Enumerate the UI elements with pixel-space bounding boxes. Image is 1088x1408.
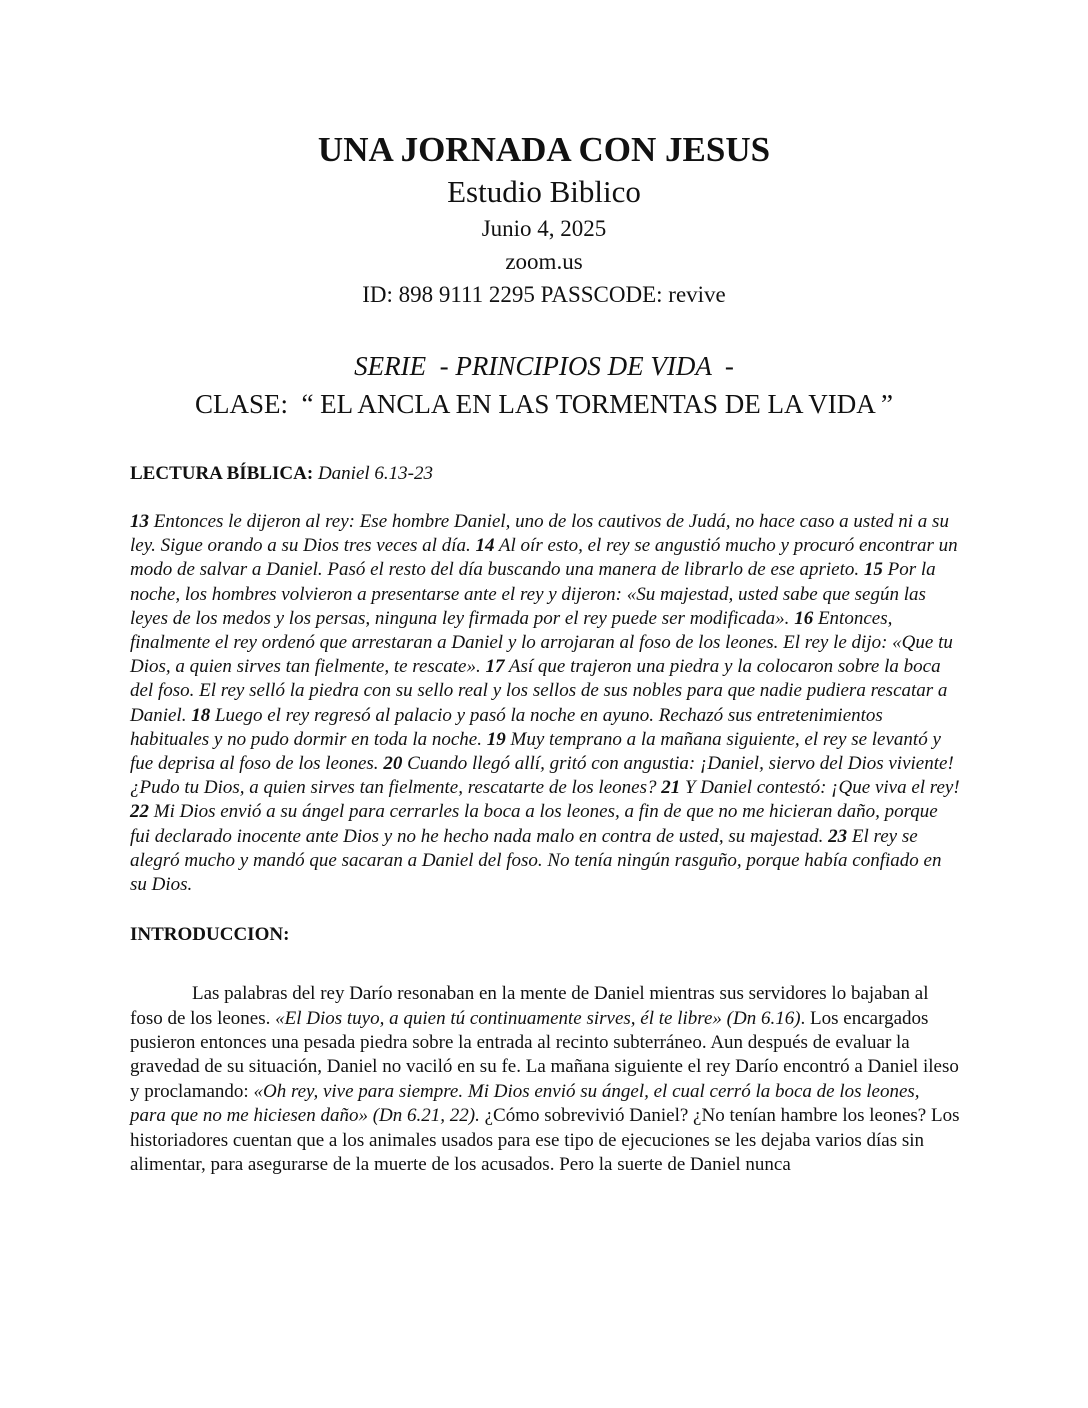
verse-number: 13	[130, 511, 149, 532]
introduction-paragraph	[130, 982, 960, 1177]
bible-reading	[130, 462, 960, 486]
intro-quote-1: «El Dios tuyo, a quien tú continuamente sirves, él te libre» (Dn 6.16)	[275, 1007, 801, 1029]
intro-text-3: ¿Cómo sobrevivió Daniel? ¿No tenían hambre los leones? Los historiadores cuentan que a los animales usados para ese tipo de ejecuciones se les dejaba varios días sin alimentar, para asegurarse de la muerte de los acusados. Pero la suerte de Daniel nunca	[130, 1105, 960, 1176]
verse-number: 20	[383, 753, 403, 775]
verse-number: 23	[828, 825, 848, 847]
meeting-platform: zoom.us	[505, 249, 583, 274]
verse-text: Y Daniel contestó: ¡Que viva el rey!	[684, 777, 960, 799]
bible-reading-reference: Daniel 6.13-23	[317, 463, 433, 484]
scripture-passage	[130, 510, 960, 897]
verse-text: Así que trajeron una piedra y la colocaron sobre la boca del foso. El rey selló la piedra con su sello real y los sellos de sus nobles para que nadie pudiera rescatar a Daniel.	[130, 656, 948, 726]
verse-text: Cuando llegó allí, gritó con angustia: ¡Daniel, siervo del Dios viviente! ¿Pudo tu Dios, a quien sirves tan fielmente, rescatarte de los leones?	[130, 753, 954, 799]
verse-text: Por la noche, los hombres volvieron a presentarse ante el rey y dijeron: «Su majestad, usted sabe que según las leyes de los medos y los persas, ninguna ley firmada por el rey puede ser modificada».	[130, 559, 936, 629]
document-subtitle: Estudio Biblico	[447, 174, 641, 209]
introduction-heading: INTRODUCCION:	[130, 924, 290, 946]
verse-text: El rey se alegró mucho y mandó que sacaran a Daniel del foso. No tenía ningún rasguño, porque había confiado en su Dios.	[130, 825, 942, 896]
event-date: Junio 4, 2025	[481, 216, 607, 241]
meeting-access: ID: 898 9111 2295 PASSCODE: revive	[362, 282, 726, 307]
verse-text: Entonces le dijeron al rey: Ese hombre Daniel, uno de los cautivos de Judá, no hace caso a usted ni a su ley. Sigue orando a su Dios tres veces al día.	[130, 511, 949, 557]
series-title: SERIE - PRINCIPIOS DE VIDA -	[354, 351, 734, 381]
intro-quote-2: «Oh rey, vive para siempre. Mi Dios envió su ángel, el cual cerró la boca de los leones, para que no me hiciesen daño» (Dn 6.21, 22).	[130, 1080, 920, 1127]
verse-text: Al oír esto, el rey se angustió mucho y procuró encontrar un modo de salvar a Daniel. Pasó el resto del día buscando una manera de librarlo de ese aprieto.	[130, 535, 958, 581]
verse-number: 21	[661, 777, 681, 799]
verse-number: 17	[485, 656, 505, 678]
verse-number: 16	[794, 607, 814, 629]
document-title: UNA JORNADA CON JESUS	[317, 130, 771, 169]
class-title: CLASE: “ EL ANCLA EN LAS TORMENTAS DE LA VIDA ”	[194, 389, 894, 419]
verse-text: Muy temprano a la mañana siguiente, el rey se levantó y fue deprisa al foso de los leones.	[130, 728, 941, 775]
document-header	[0, 128, 1088, 311]
verse-text: Entonces, finalmente el rey ordenó que arrestaran a Daniel y lo arrojaran al foso de los leones. El rey le dijo: «Que tu Dios, a quien sirves tan fielmente, te rescate».	[130, 607, 953, 678]
verse-text: Luego el rey regresó al palacio y pasó la noche en ayuno. Rechazó sus entretenimientos habituales y no pudo dormir en toda la noche.	[130, 704, 883, 750]
verse-number: 22	[130, 801, 149, 823]
intro-text-1: Las palabras del rey Darío resonaban en la mente de Daniel mientras sus servidores lo bajaban al foso de los leones.	[130, 983, 929, 1029]
verse-number: 15	[863, 559, 883, 581]
verse-number: 18	[191, 704, 211, 726]
series-block	[0, 347, 1088, 423]
verse-number: 14	[475, 535, 495, 557]
bible-reading-label: LECTURA BÍBLICA:	[130, 463, 314, 484]
intro-text-2: . Los encargados pusieron entonces una pesada piedra sobre la entrada al recinto subterráneo. Aun después de evaluar la gravedad de su situación, Daniel no vaciló en su fe. La mañana siguiente el rey Darío encontró a Daniel ileso y proclamando:	[130, 1007, 959, 1102]
verse-number: 19	[486, 728, 506, 750]
verse-text: Mi Dios envió a su ángel para cerrarles la boca a los leones, a fin de que no me hicieran daño, porque fui declarado inocente ante Dios y no he hecho nada malo en contra de usted, su majestad.	[130, 801, 938, 847]
document-body	[130, 462, 960, 1178]
